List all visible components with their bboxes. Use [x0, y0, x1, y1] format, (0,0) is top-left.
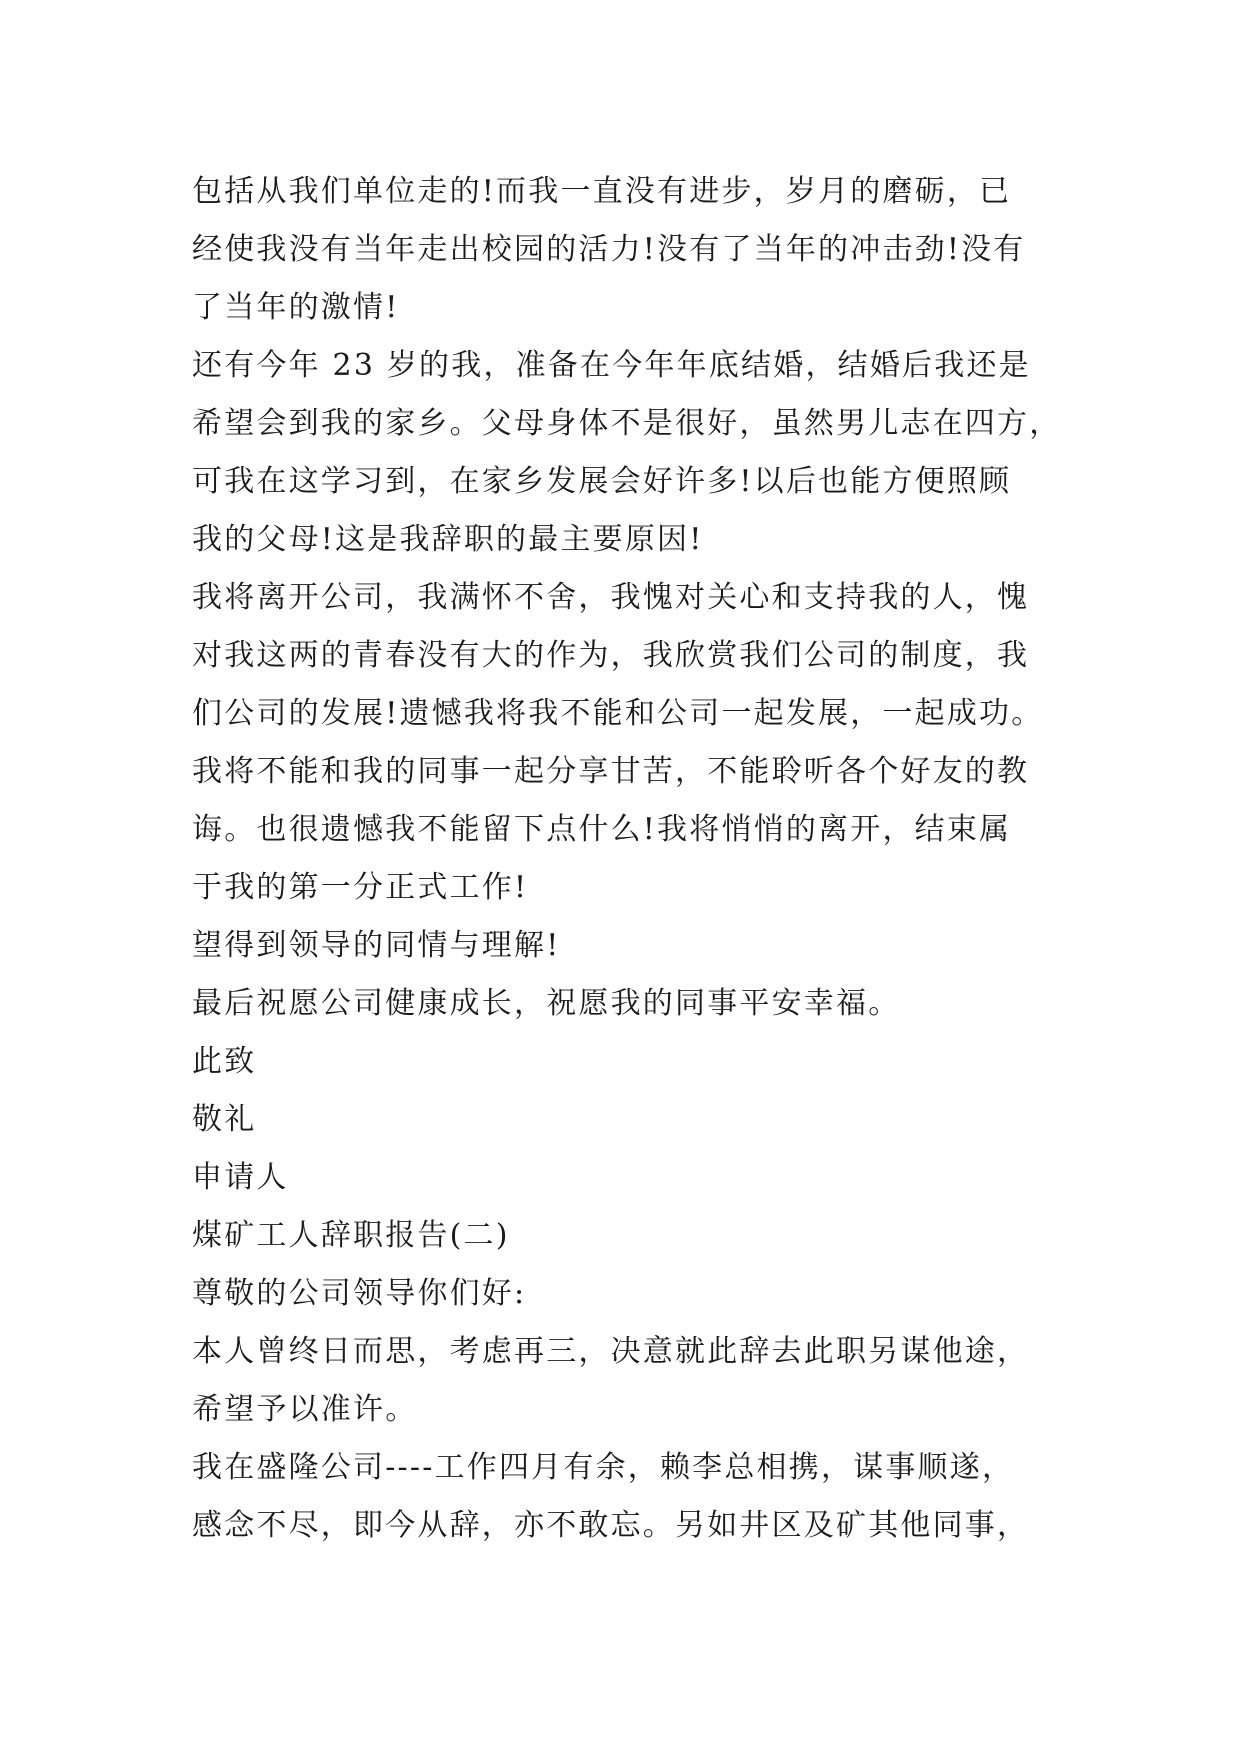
closing-salutation: 此致 [192, 1044, 257, 1079]
text-line: 我在盛隆公司----工作四月有余，赖李总相携，谋事顺遂， [192, 1450, 1015, 1485]
text-line: 我将离开公司，我满怀不舍，我愧对关心和支持我的人，愧 [192, 580, 1030, 615]
text-line: 本人曾终日而思，考虑再三，决意就此辞去此职另谋他途， [192, 1334, 1030, 1369]
text-line: 诲。也很遗憾我不能留下点什么!我将悄悄的离开，结束属 [192, 812, 1012, 847]
section-title: 煤矿工人辞职报告(二) [192, 1218, 510, 1253]
text-line: 了当年的激情! [192, 290, 400, 325]
text-line: 包括从我们单位走的!而我一直没有进步，岁月的磨砺，已 [192, 174, 1012, 209]
text-line: 们公司的发展!遗憾我将我不能和公司一起发展，一起成功。 [192, 696, 1044, 731]
text-line: 希望会到我的家乡。父母身体不是很好，虽然男儿志在四方， [192, 406, 1062, 441]
greeting: 尊敬的公司领导你们好: [192, 1276, 527, 1311]
text-line: 我的父母!这是我辞职的最主要原因! [192, 522, 704, 557]
text-line: 希望予以准许。 [192, 1392, 418, 1427]
text-line: 于我的第一分正式工作! [192, 870, 529, 905]
closing-regards: 敬礼 [192, 1102, 257, 1137]
text-line: 最后祝愿公司健康成长，祝愿我的同事平安幸福。 [192, 986, 901, 1021]
body-text [192, 163, 1092, 1555]
text-line: 经使我没有当年走出校园的活力!没有了当年的冲击劲!没有 [192, 232, 1026, 267]
text-line: 还有今年 23 岁的我，准备在今年年底结婚，结婚后我还是 [192, 348, 1031, 383]
text-line: 我将不能和我的同事一起分享甘苦，不能聆听各个好友的教 [192, 754, 1030, 789]
text-line: 对我这两的青春没有大的作为，我欣赏我们公司的制度，我 [192, 638, 1030, 673]
text-line: 感念不尽，即今从辞，亦不敢忘。另如井区及矿其他同事， [192, 1508, 1030, 1543]
applicant-label: 申请人 [192, 1160, 289, 1195]
text-line: 望得到领导的同情与理解! [192, 928, 561, 963]
text-line: 可我在这学习到，在家乡发展会好许多!以后也能方便照顾 [192, 464, 1012, 499]
